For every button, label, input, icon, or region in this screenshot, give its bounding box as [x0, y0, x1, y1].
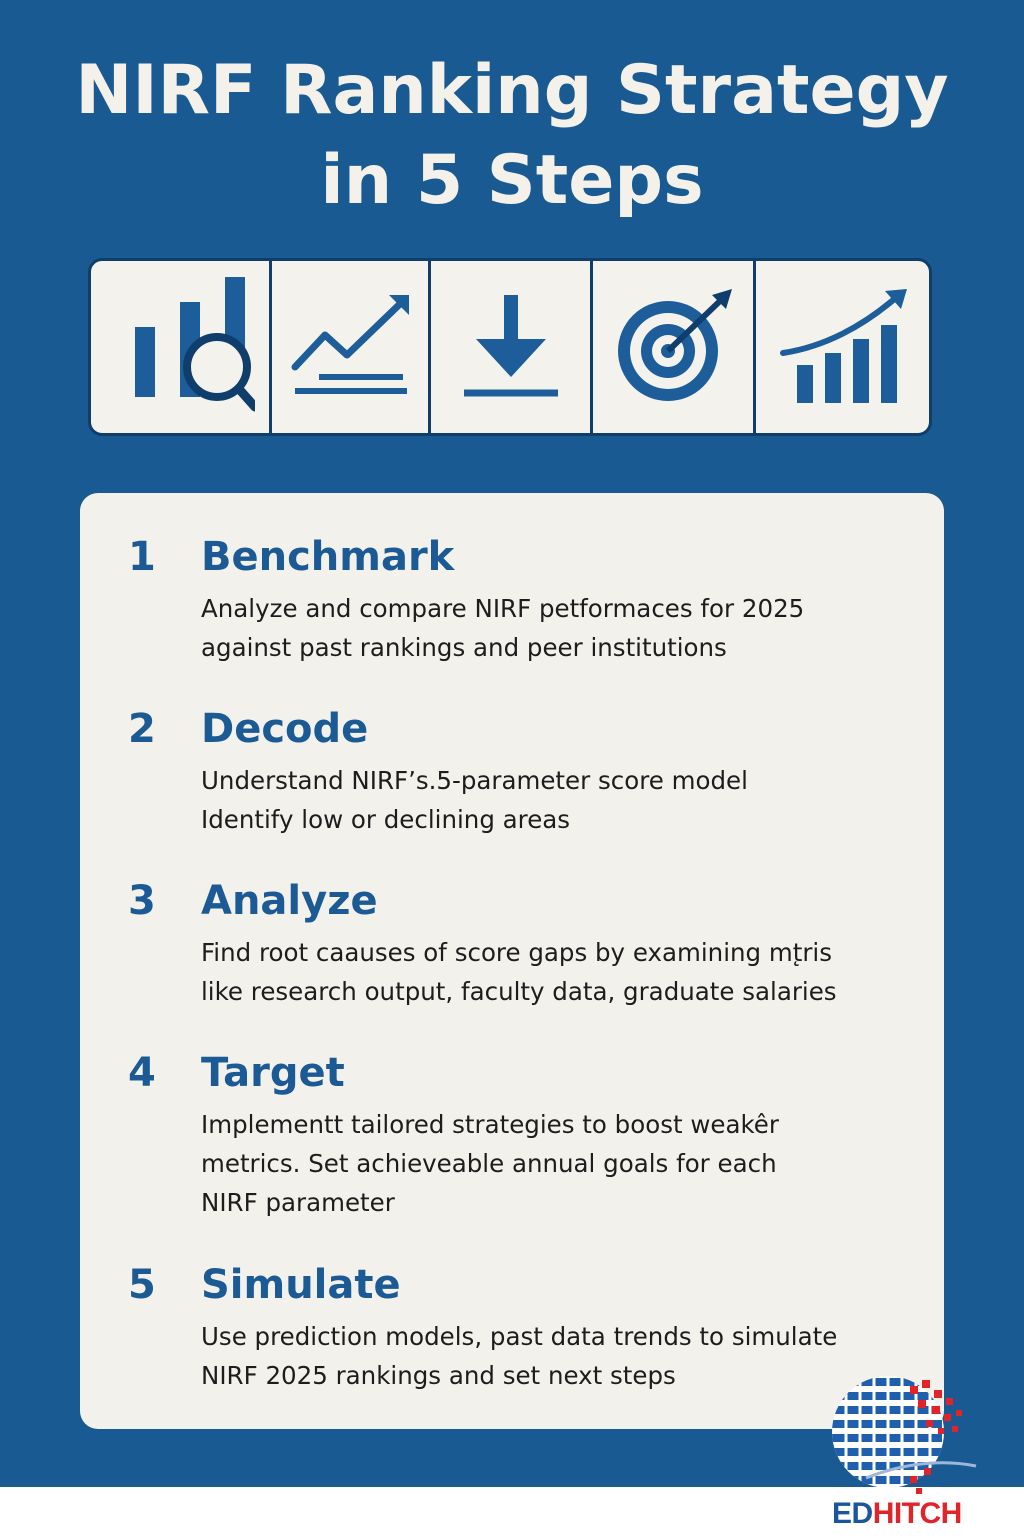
step-description: [201, 1105, 911, 1222]
step-description-line: Find root caauses of score gaps by examining mt̨ris: [201, 938, 832, 967]
page-title-line-2: in 5 Steps: [320, 141, 704, 220]
trend-up-arrow-icon: [272, 261, 431, 433]
target-dart-icon: [593, 261, 756, 433]
step-title: Target: [201, 1050, 345, 1096]
step-number: 5: [128, 1262, 156, 1308]
step-description-line: against past rankings and peer institutions: [201, 633, 727, 662]
step-number: 1: [128, 534, 156, 580]
step-number: 3: [128, 878, 156, 924]
step-description-line: Use prediction models, past data trends to simulate: [201, 1322, 838, 1351]
steps-card: [80, 493, 944, 1429]
step-number: 2: [128, 706, 156, 752]
step-description-line: Implementt tailored strategies to boost weakêr: [201, 1110, 779, 1139]
step-description: [201, 761, 911, 839]
step-number: 4: [128, 1050, 156, 1096]
step-title: Benchmark: [201, 534, 455, 580]
step-description-line: NIRF 2025 rankings and set next steps: [201, 1361, 676, 1390]
page-title-line-1: NIRF Ranking Strategy: [75, 51, 949, 130]
step-description-line: NIRF parameter: [201, 1188, 395, 1217]
brand-hitch: HITCH: [872, 1497, 962, 1530]
step-title: Decode: [201, 706, 369, 752]
bar-chart-magnifier-icon: [91, 261, 272, 433]
download-arrow-icon: [431, 261, 594, 433]
step-description: [201, 589, 911, 667]
step-description-line: Understand NIRF’s.5-parameter score model: [201, 766, 748, 795]
growth-chart-icon: [756, 261, 929, 433]
step-description: [201, 933, 911, 1011]
step-description-line: Analyze and compare NIRF petformaces for 2025: [201, 594, 805, 623]
icon-strip: [88, 258, 932, 436]
edhitch-logo-text: [832, 1496, 992, 1532]
page-title: [0, 46, 1024, 226]
step-description: [201, 1317, 911, 1395]
step-description-line: metrics. Set achieveable annual goals for each: [201, 1149, 777, 1178]
brand-ed: ED: [832, 1497, 873, 1530]
step-description-line: Identify low or declining areas: [201, 805, 571, 834]
step-title: Analyze: [201, 878, 378, 924]
step-description-line: like research output, faculty data, graduate salaries: [201, 977, 837, 1006]
step-title: Simulate: [201, 1262, 401, 1308]
